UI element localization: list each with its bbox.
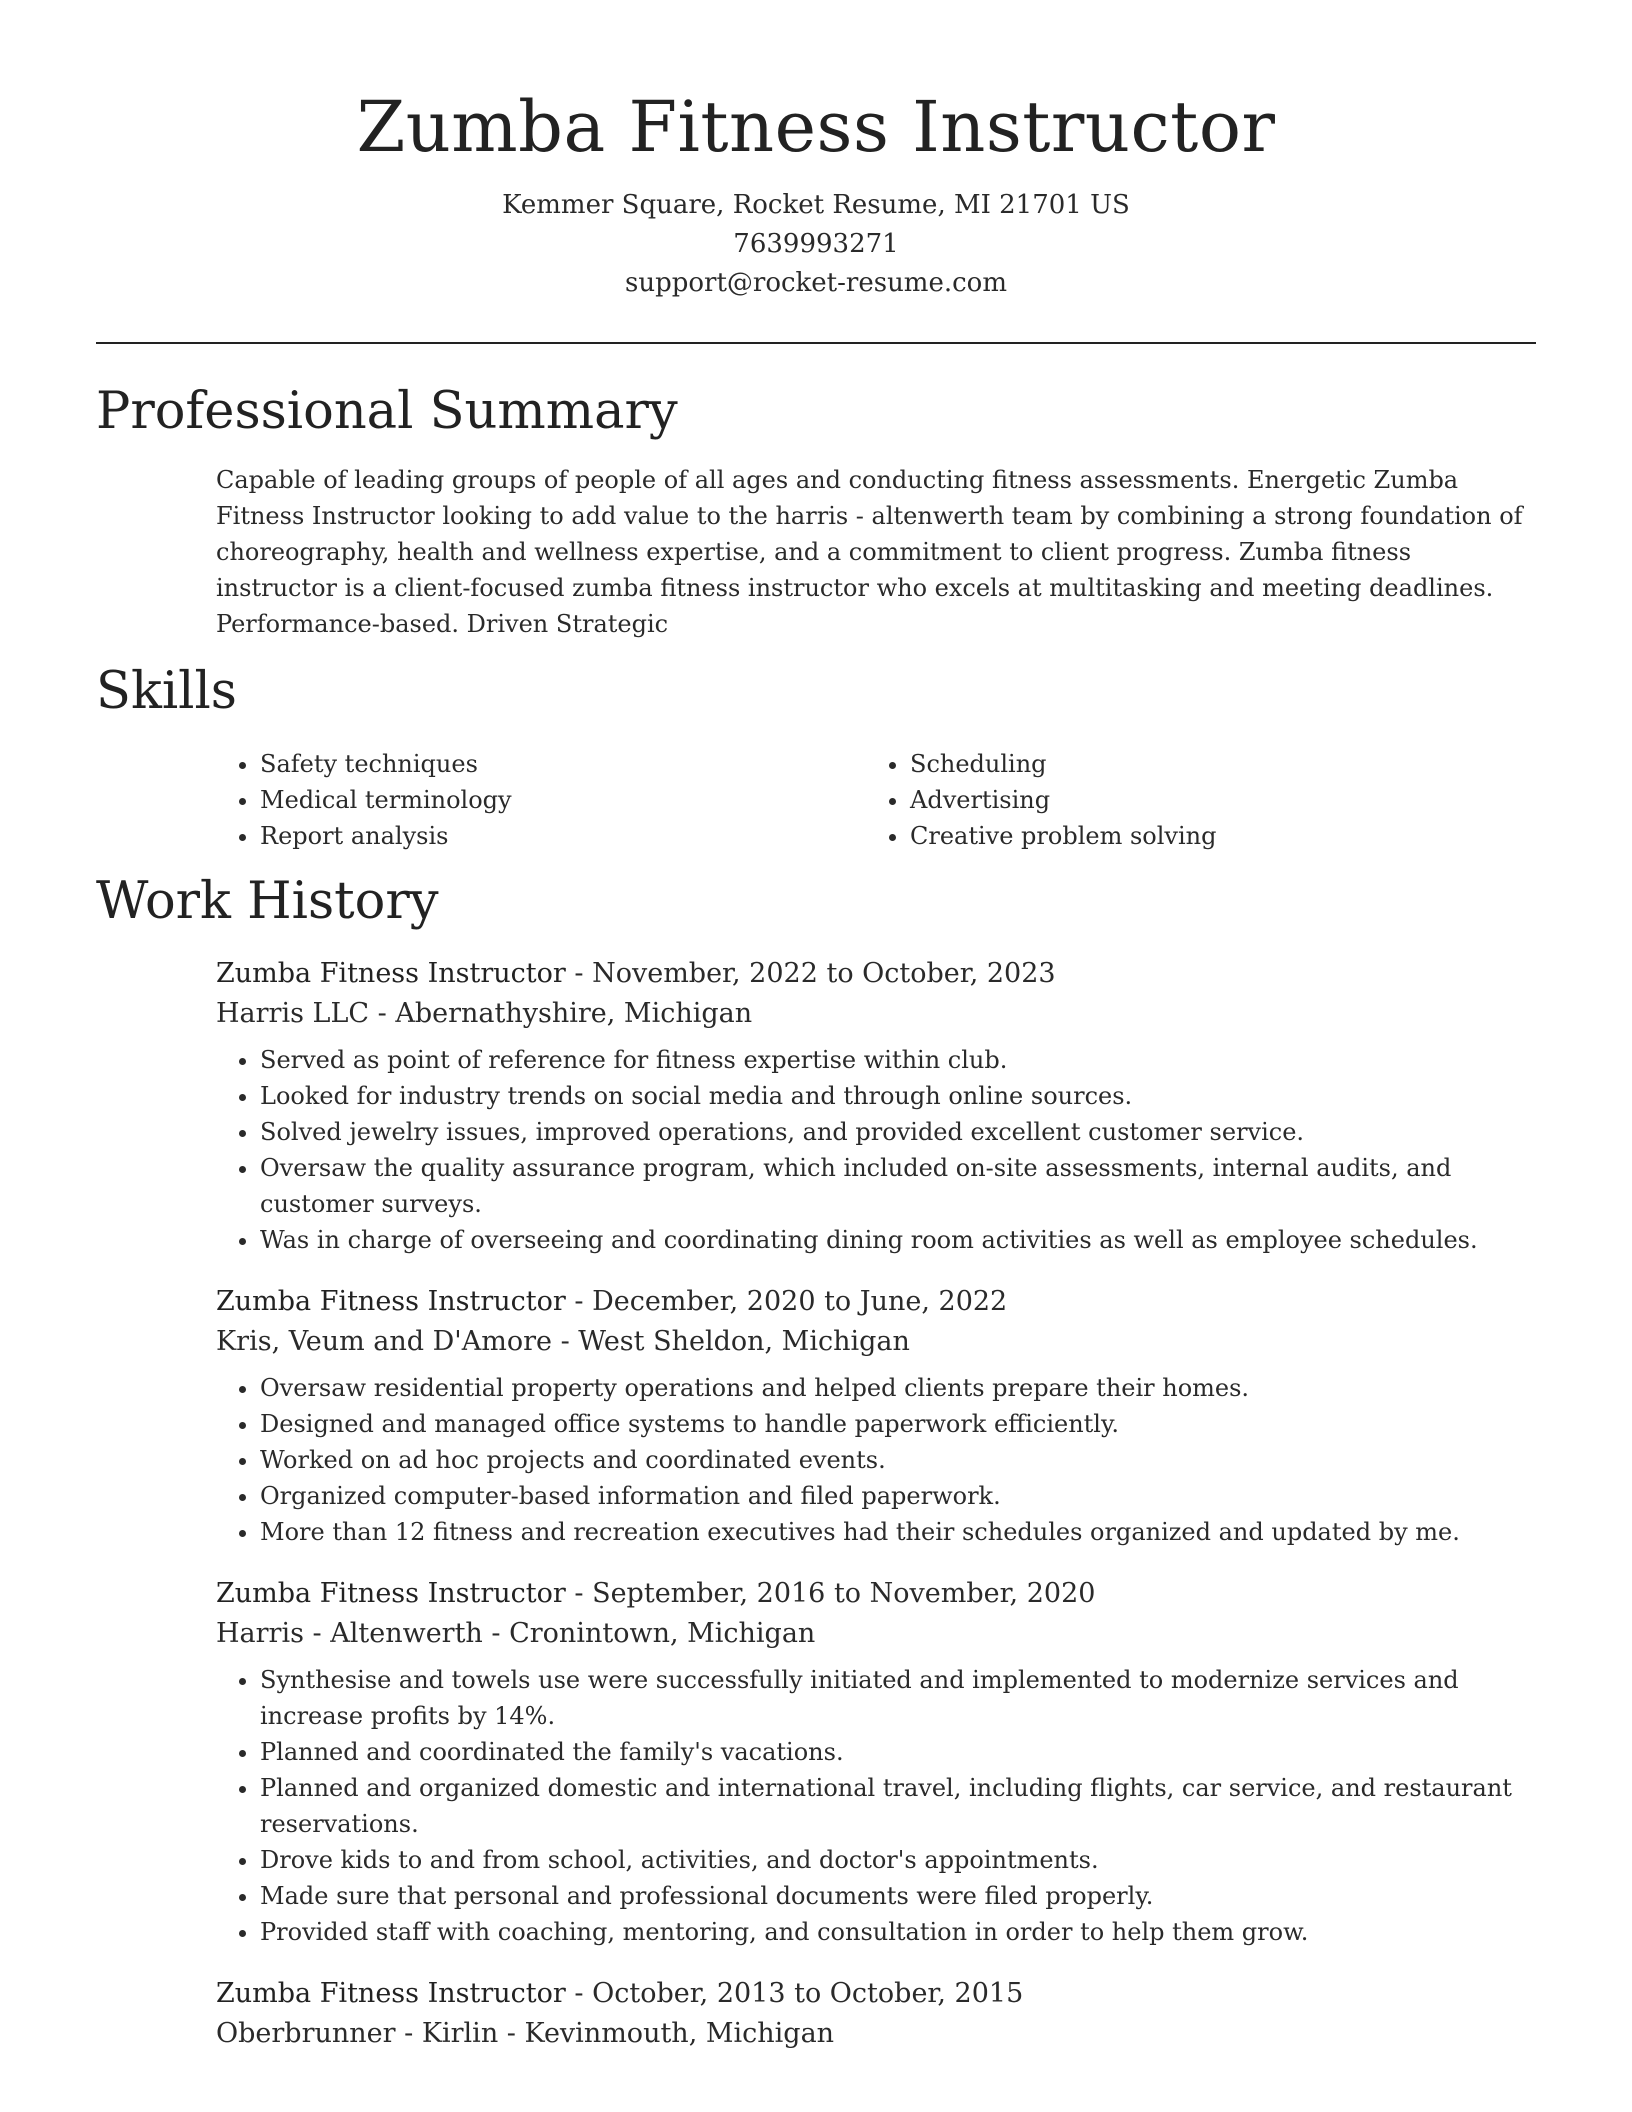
job-bullet: • Provided staff with coaching, mentoring, and consultation in order to help them grow. [260,1914,1538,1950]
job-bullets [216,1662,1538,1950]
contact-email: support@rocket-resume.com [624,268,1007,298]
job-location: - West Sheldon, Michigan [551,1326,910,1357]
job-role: Zumba Fitness Instructor [216,1286,566,1317]
job-title-line [216,1974,1538,2014]
job-bullet: • Drove kids to and from school, activities, and doctor's appointments. [260,1842,1538,1878]
job-bullet: • Synthesise and towels use were successfully initiated and implemented to modernize services and increase profits by 14%. [260,1662,1538,1734]
work-history-list [216,954,1538,2078]
job-bullet: • Oversaw residential property operations and helped clients prepare their homes. [260,1370,1538,1406]
job-bullets [216,1370,1538,1550]
job-title-line [216,1282,1538,1322]
skill-item: • Report analysis [260,818,866,854]
job-role: Zumba Fitness Instructor [216,1978,566,2009]
job-company: Harris LLC [216,998,370,1029]
skills-column-right [866,746,1516,854]
job-bullet: • Organized computer-based information and filed paperwork. [260,1478,1538,1514]
job-company: Oberbrunner - Kirlin [216,2018,499,2049]
job-dates: - December, 2020 to June, 2022 [565,1286,1008,1317]
job-company: Kris, Veum and D'Amore [216,1326,552,1357]
job-bullet: • Served as point of reference for fitness expertise within club. [260,1042,1538,1078]
job-location: - Cronintown, Michigan [482,1618,816,1649]
job-bullet: • Solved jewelry issues, improved operations, and provided excellent customer service. [260,1114,1538,1150]
job-entry [216,1282,1538,1550]
summary-heading: Professional Summary [96,382,678,441]
job-entry [216,1974,1538,2054]
job-bullet: • Worked on ad hoc projects and coordinated events. [260,1442,1538,1478]
candidate-name: Zumba Fitness Instructor [356,86,1276,168]
skill-item: • Medical terminology [260,782,866,818]
job-bullet: • Made sure that personal and professional documents were filed properly. [260,1878,1538,1914]
job-entry [216,954,1538,1258]
job-company: Harris - Altenwerth [216,1618,483,1649]
job-bullet: • Planned and coordinated the family's vacations. [260,1734,1538,1770]
job-company-line [216,2014,1538,2054]
job-dates: - September, 2016 to November, 2020 [565,1578,1096,1609]
skill-item: • Safety techniques [260,746,866,782]
job-company-line [216,994,1538,1034]
skill-item: • Scheduling [910,746,1516,782]
job-bullet: • Planned and organized domestic and international travel, including flights, car service, and restaurant reservations. [260,1770,1538,1842]
contact-phone: 7639993271 [733,229,899,259]
skills-list [216,746,1536,854]
job-bullet: • Looked for industry trends on social media and through online sources. [260,1078,1538,1114]
job-bullet: • More than 12 fitness and recreation executives had their schedules organized and updated by me. [260,1514,1538,1550]
job-company-line [216,1614,1538,1654]
resume-header [0,82,1632,303]
header-divider [96,342,1536,344]
job-bullet: • Designed and managed office systems to handle paperwork efficiently. [260,1406,1538,1442]
skills-heading: Skills [96,662,237,721]
job-bullet: • Was in charge of overseeing and coordinating dining room activities as well as employee schedules. [260,1222,1538,1258]
job-bullets [216,1042,1538,1258]
job-dates: - October, 2013 to October, 2015 [565,1978,1024,2009]
work-history-heading: Work History [96,872,439,931]
job-title-line [216,1574,1538,1614]
job-location: - Kevinmouth, Michigan [498,2018,835,2049]
job-role: Zumba Fitness Instructor [216,958,566,989]
job-dates: - November, 2022 to October, 2023 [565,958,1056,989]
job-role: Zumba Fitness Instructor [216,1578,566,1609]
job-title-line [216,954,1538,994]
skills-column-left [216,746,866,854]
job-entry [216,1574,1538,1950]
skill-item: • Creative problem solving [910,818,1516,854]
contact-address: Kemmer Square, Rocket Resume, MI 21701 US [502,190,1130,220]
summary-text: Capable of leading groups of people of all ages and conducting fitness assessments. Energetic Zumba Fitness Instructor looking to add value to the harris - altenwerth team by combining a strong foundation of choreography, health and wellness expertise, and a commitment to client progress. Zumba fitness instructor is a client-focused zumba fitness instructor who excels at multitasking and meeting deadlines. Performance-based. Driven Strategic [216,466,1523,638]
skill-item: • Advertising [910,782,1516,818]
job-location: - Abernathyshire, Michigan [369,998,753,1029]
contact-block [0,186,1632,303]
job-bullet: • Oversaw the quality assurance program, which included on-site assessments, internal audits, and customer surveys. [260,1150,1538,1222]
job-company-line [216,1322,1538,1362]
